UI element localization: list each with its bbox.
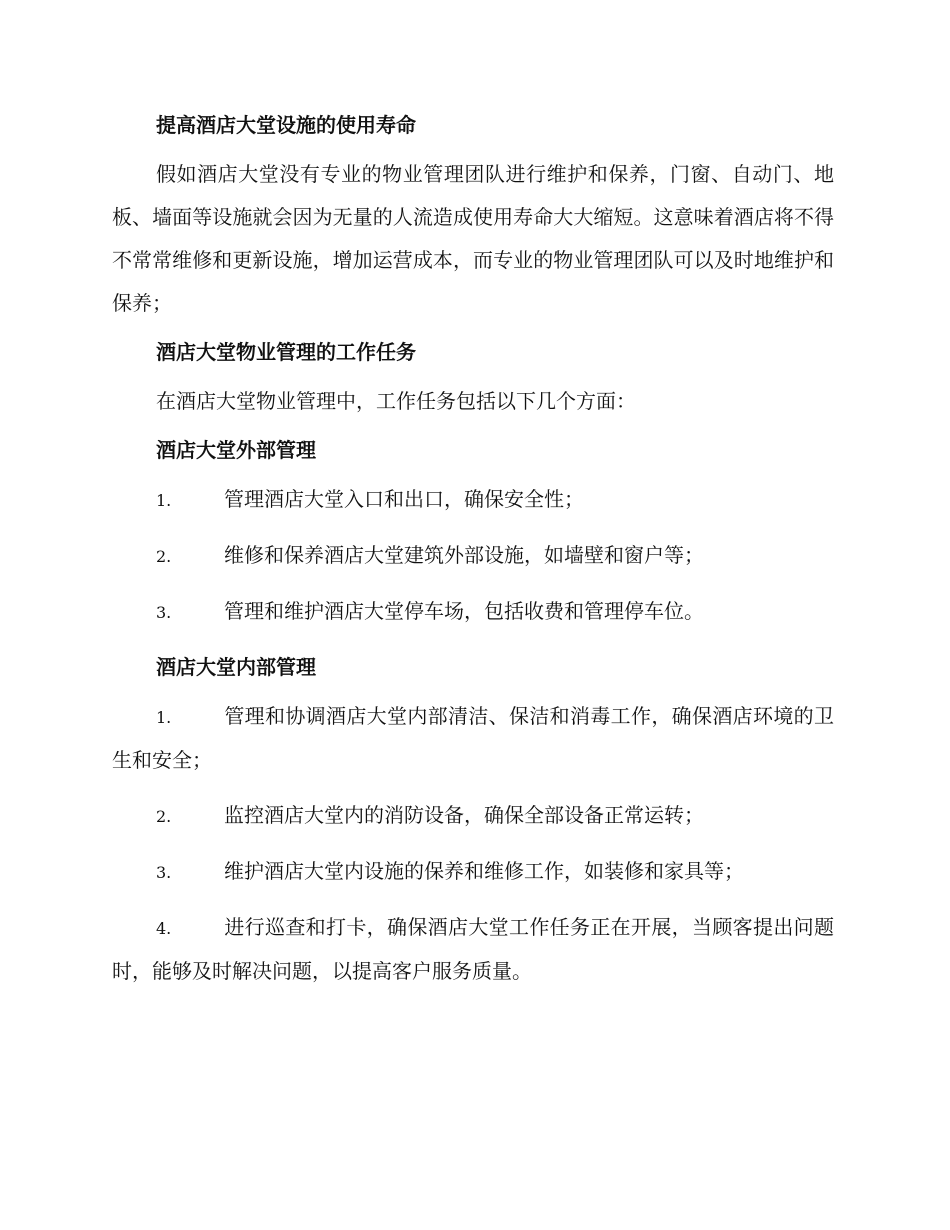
list-item-number: 1. — [156, 491, 172, 510]
list-item-text: 管理和协调酒店大堂内部清洁、保洁和消毒工作，确保酒店环境的卫生和安全； — [112, 704, 834, 772]
list-item-text: 监控酒店大堂内的消防设备，确保全部设备正常运转； — [224, 803, 704, 827]
list-item-text: 维修和保养酒店大堂建筑外部设施，如墙壁和窗户等； — [224, 543, 704, 567]
list-item-number: 3. — [156, 863, 172, 882]
list-item — [112, 906, 834, 993]
paragraph-facility-lifespan: 假如酒店大堂没有专业的物业管理团队进行维护和保养，门窗、自动门、地板、墙面等设施就会因为无量的人流造成使用寿命大大缩短。这意味着酒店将不得不常常维修和更新设施，增加运营成本，而专业的物业管理团队可以及时地维护和保养； — [112, 162, 834, 315]
section-heading-work-tasks: 酒店大堂物业管理的工作任务 — [156, 340, 416, 364]
list-item-number: 2. — [156, 547, 172, 566]
section-heading-internal-management: 酒店大堂内部管理 — [156, 655, 316, 679]
list-item-text: 管理酒店大堂入口和出口，确保安全性； — [224, 487, 584, 511]
list-item — [112, 850, 834, 894]
list-item — [112, 794, 834, 838]
section-heading-facility-lifespan: 提高酒店大堂设施的使用寿命 — [156, 113, 416, 137]
list-item-text: 维护酒店大堂内设施的保养和维修工作，如装修和家具等； — [224, 859, 744, 883]
document-page — [112, 100, 834, 1005]
list-item-number: 2. — [156, 807, 172, 826]
list-item-number: 4. — [156, 919, 172, 938]
list-item — [112, 695, 834, 782]
list-item — [112, 478, 834, 522]
list-item-number: 1. — [156, 708, 172, 727]
list-item-text: 进行巡查和打卡，确保酒店大堂工作任务正在开展，当顾客提出问题时，能够及时解决问题，以提高客户服务质量。 — [112, 915, 834, 983]
list-item-text: 管理和维护酒店大堂停车场，包括收费和管理停车位。 — [224, 599, 704, 623]
section-heading-external-management: 酒店大堂外部管理 — [156, 438, 316, 462]
list-item — [112, 534, 834, 578]
list-item-number: 3. — [156, 603, 172, 622]
list-item — [112, 590, 834, 634]
paragraph-work-tasks-intro: 在酒店大堂物业管理中，工作任务包括以下几个方面： — [156, 389, 636, 413]
